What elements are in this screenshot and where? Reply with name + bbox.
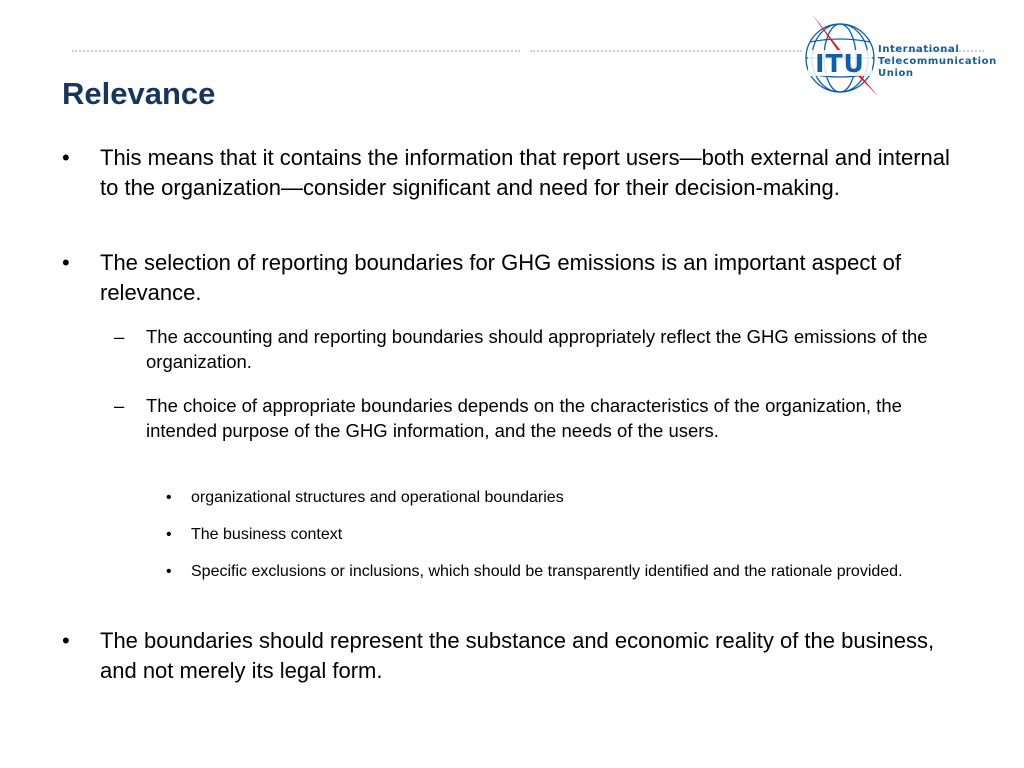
logo-line-telecommunication: Telecommunication <box>878 56 997 67</box>
bullet-text: The boundaries should represent the substance and economic reality of the business, and not merely its legal form. <box>100 628 935 683</box>
sub-sub-bullet-text: Specific exclusions or inclusions, which should be transparently identified and the rationale provided. <box>191 563 903 580</box>
dash-marker: – <box>114 395 125 416</box>
bullet-marker: • <box>166 563 172 580</box>
sub-sub-bullet-text: The business context <box>191 526 343 543</box>
bullet-marker: • <box>166 489 172 506</box>
itu-globe-icon <box>798 10 888 102</box>
bullet-text: The selection of reporting boundaries for GHG emissions is an important aspect of relevance. <box>100 250 901 305</box>
bullet-marker: • <box>62 628 70 653</box>
bullet-marker: • <box>62 145 70 170</box>
header-dotted-rule-middle <box>530 50 802 52</box>
sub-sub-bullet-text: organizational structures and operational boundaries <box>191 489 564 506</box>
logo-line-international: International <box>878 44 960 55</box>
sub-bullet-text: The choice of appropriate boundaries depends on the characteristics of the organization, the intended purpose of the GHG information, and the needs of the users. <box>146 395 902 441</box>
bullet-text: This means that it contains the information that report users—both external and internal to the organization—consider significant and need for their decision-making. <box>100 145 950 200</box>
itu-logo <box>798 10 1014 102</box>
dash-marker: – <box>114 326 125 347</box>
itu-logo-mark: ITU <box>815 49 865 78</box>
header-dotted-rule-left <box>72 50 520 52</box>
itu-logo-text <box>878 44 997 80</box>
logo-line-union: Union <box>878 68 914 79</box>
bullet-marker: • <box>62 250 70 275</box>
bullet-marker: • <box>166 526 172 543</box>
sub-bullet-text: The accounting and reporting boundaries should appropriately reflect the GHG emissions of the organization. <box>146 326 928 372</box>
slide-title: Relevance <box>62 76 216 111</box>
